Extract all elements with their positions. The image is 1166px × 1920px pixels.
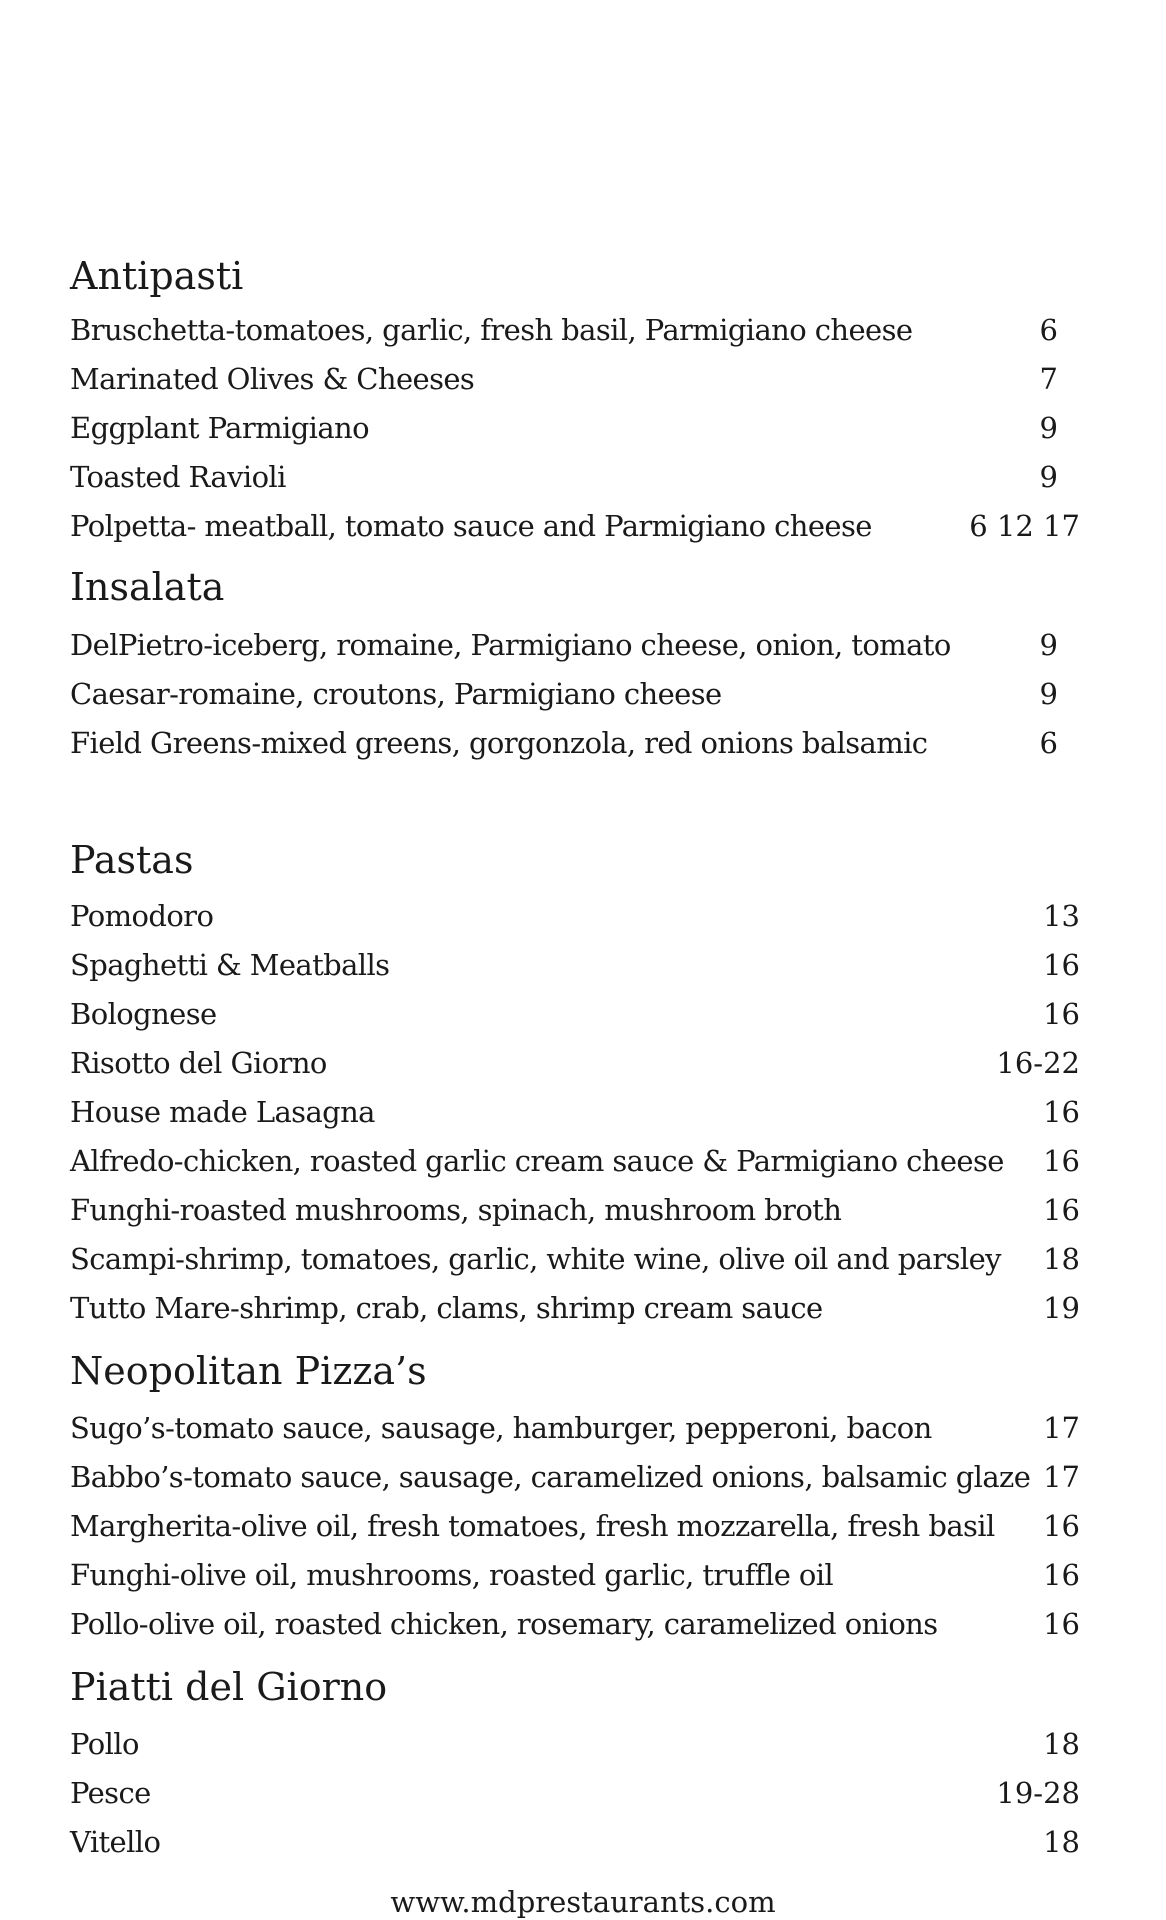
item-name: House made Lasagna xyxy=(70,1095,375,1129)
item-name: Sugo’s-tomato sauce, sausage, hamburger, pepperoni, bacon xyxy=(70,1411,932,1445)
menu-item xyxy=(70,1141,1080,1181)
item-name: Marinated Olives & Cheeses xyxy=(70,362,475,396)
menu-item xyxy=(70,1408,1080,1448)
item-price: 17 xyxy=(1043,1411,1080,1445)
item-price: 9 xyxy=(1039,411,1058,445)
section-title-piatti: Piatti del Giorno xyxy=(70,1665,388,1709)
item-price: 19-28 xyxy=(996,1776,1080,1810)
menu-item xyxy=(70,723,1080,763)
item-price: 18 xyxy=(1043,1825,1080,1859)
item-name: Margherita-olive oil, fresh tomatoes, fresh mozzarella, fresh basil xyxy=(70,1509,995,1543)
item-name: Bruschetta-tomatoes, garlic, fresh basil, Parmigiano cheese xyxy=(70,313,913,347)
item-price: 6 12 17 xyxy=(969,509,1080,543)
section-title-insalata: Insalata xyxy=(70,565,225,609)
item-price: 17 xyxy=(1043,1460,1080,1494)
section-title-pizzas: Neopolitan Pizza’s xyxy=(70,1349,427,1393)
item-price: 16-22 xyxy=(996,1046,1080,1080)
item-name: Scampi-shrimp, tomatoes, garlic, white wine, olive oil and parsley xyxy=(70,1242,1001,1276)
item-name: Caesar-romaine, croutons, Parmigiano cheese xyxy=(70,677,722,711)
menu-item xyxy=(70,625,1080,665)
menu-item xyxy=(70,1555,1080,1595)
item-name: Risotto del Giorno xyxy=(70,1046,327,1080)
menu-item xyxy=(70,457,1080,497)
item-price: 6 xyxy=(1039,313,1058,347)
menu-item xyxy=(70,1190,1080,1230)
item-price: 13 xyxy=(1043,899,1080,933)
item-name: Funghi-roasted mushrooms, spinach, mushroom broth xyxy=(70,1193,842,1227)
item-price: 16 xyxy=(1043,948,1080,982)
menu-item xyxy=(70,1604,1080,1644)
item-name: DelPietro-iceberg, romaine, Parmigiano cheese, onion, tomato xyxy=(70,628,951,662)
menu-item xyxy=(70,506,1080,546)
item-price: 16 xyxy=(1043,1095,1080,1129)
item-name: Pomodoro xyxy=(70,899,214,933)
section-title-antipasti: Antipasti xyxy=(70,254,244,298)
item-name: Toasted Ravioli xyxy=(70,460,286,494)
item-name: Eggplant Parmigiano xyxy=(70,411,369,445)
section-title-pastas: Pastas xyxy=(70,838,194,882)
item-name: Pollo-olive oil, roasted chicken, rosemary, caramelized onions xyxy=(70,1607,938,1641)
item-price: 18 xyxy=(1043,1242,1080,1276)
item-name: Alfredo-chicken, roasted garlic cream sauce & Parmigiano cheese xyxy=(70,1144,1004,1178)
item-price: 19 xyxy=(1043,1291,1080,1325)
menu-item xyxy=(70,1092,1080,1132)
menu-item xyxy=(70,1724,1080,1764)
item-name: Pollo xyxy=(70,1727,139,1761)
item-name: Babbo’s-tomato sauce, sausage, caramelized onions, balsamic glaze xyxy=(70,1460,1031,1494)
item-price: 16 xyxy=(1043,1558,1080,1592)
item-name: Polpetta- meatball, tomato sauce and Parmigiano cheese xyxy=(70,509,872,543)
menu-item xyxy=(70,1506,1080,1546)
menu-item xyxy=(70,896,1080,936)
item-price: 16 xyxy=(1043,1144,1080,1178)
menu-item xyxy=(70,945,1080,985)
menu-item xyxy=(70,1239,1080,1279)
menu-item xyxy=(70,1773,1080,1813)
menu-item xyxy=(70,1457,1080,1497)
menu-item xyxy=(70,310,1080,350)
menu-item xyxy=(70,1043,1080,1083)
item-name: Field Greens-mixed greens, gorgonzola, red onions balsamic xyxy=(70,726,928,760)
item-name: Tutto Mare-shrimp, crab, clams, shrimp cream sauce xyxy=(70,1291,823,1325)
menu-item xyxy=(70,408,1080,448)
item-price: 16 xyxy=(1043,1193,1080,1227)
menu-item xyxy=(70,994,1080,1034)
item-name: Funghi-olive oil, mushrooms, roasted garlic, truffle oil xyxy=(70,1558,834,1592)
item-price: 16 xyxy=(1043,1607,1080,1641)
item-price: 18 xyxy=(1043,1727,1080,1761)
item-price: 9 xyxy=(1039,677,1058,711)
item-name: Bolognese xyxy=(70,997,217,1031)
menu-item xyxy=(70,1288,1080,1328)
item-price: 9 xyxy=(1039,628,1058,662)
item-name: Vitello xyxy=(70,1825,161,1859)
item-name: Spaghetti & Meatballs xyxy=(70,948,390,982)
item-price: 16 xyxy=(1043,997,1080,1031)
item-name: Pesce xyxy=(70,1776,151,1810)
item-price: 6 xyxy=(1039,726,1058,760)
footer-website: www.mdprestaurants.com xyxy=(390,1885,776,1919)
menu-item xyxy=(70,674,1080,714)
menu-item xyxy=(70,359,1080,399)
item-price: 9 xyxy=(1039,460,1058,494)
item-price: 7 xyxy=(1039,362,1058,396)
menu-item xyxy=(70,1822,1080,1862)
item-price: 16 xyxy=(1043,1509,1080,1543)
